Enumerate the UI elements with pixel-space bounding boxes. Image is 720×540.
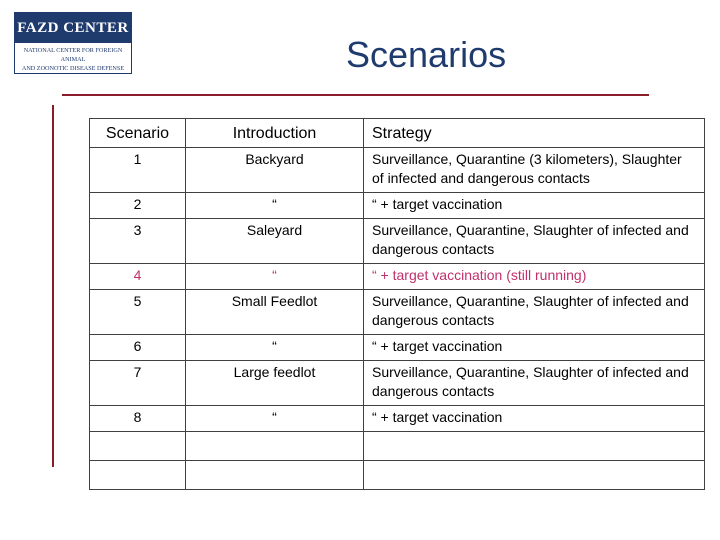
cell-introduction: Large feedlot: [186, 361, 364, 406]
cell-strategy: “ + target vaccination: [364, 406, 705, 432]
empty-cell: [90, 432, 186, 461]
cell-introduction: “: [186, 264, 364, 290]
header-strategy: Strategy: [364, 119, 705, 148]
cell-strategy: Surveillance, Quarantine, Slaughter of infected and dangerous contacts: [364, 361, 705, 406]
cell-scenario: 8: [90, 406, 186, 432]
cell-strategy: Surveillance, Quarantine, Slaughter of infected and dangerous contacts: [364, 290, 705, 335]
fazd-logo: [14, 12, 132, 74]
empty-row: [90, 461, 705, 490]
cell-strategy: Surveillance, Quarantine, Slaughter of infected and dangerous contacts: [364, 219, 705, 264]
cell-introduction: Backyard: [186, 148, 364, 193]
empty-cell: [186, 461, 364, 490]
table-row: [90, 406, 705, 432]
page-title: Scenarios: [346, 34, 507, 75]
table-row-highlighted: [90, 264, 705, 290]
table-row: [90, 193, 705, 219]
cell-scenario: 5: [90, 290, 186, 335]
table-row: [90, 361, 705, 406]
cell-introduction: “: [186, 193, 364, 219]
cell-strategy: “ + target vaccination: [364, 335, 705, 361]
logo-subtitle-line2: AND ZOONOTIC DISEASE DEFENSE: [21, 65, 125, 72]
cell-introduction: “: [186, 335, 364, 361]
cell-strategy: “ + target vaccination (still running): [364, 264, 705, 290]
empty-cell: [364, 432, 705, 461]
cell-strategy: “ + target vaccination: [364, 193, 705, 219]
table-row: [90, 335, 705, 361]
logo-subtitle: [15, 43, 131, 73]
table-row: [90, 148, 705, 193]
logo-name: FAZD CENTER: [15, 13, 131, 43]
empty-cell: [186, 432, 364, 461]
horizontal-rule: [62, 94, 649, 96]
header-introduction: Introduction: [186, 119, 364, 148]
table-row: [90, 219, 705, 264]
empty-row: [90, 432, 705, 461]
empty-cell: [90, 461, 186, 490]
cell-introduction: “: [186, 406, 364, 432]
cell-strategy: Surveillance, Quarantine (3 kilometers), Slaughter of infected and dangerous contacts: [364, 148, 705, 193]
cell-scenario: 3: [90, 219, 186, 264]
cell-introduction: Saleyard: [186, 219, 364, 264]
cell-introduction: Small Feedlot: [186, 290, 364, 335]
cell-scenario: 6: [90, 335, 186, 361]
table-row: [90, 290, 705, 335]
header-scenario: Scenario: [90, 119, 186, 148]
cell-scenario: 2: [90, 193, 186, 219]
logo-subtitle-line1: NATIONAL CENTER FOR FOREIGN ANIMAL: [23, 47, 123, 63]
cell-scenario: 7: [90, 361, 186, 406]
empty-cell: [364, 461, 705, 490]
vertical-rule: [52, 105, 54, 467]
table-header-row: [90, 119, 705, 148]
cell-scenario: 4: [90, 264, 186, 290]
cell-scenario: 1: [90, 148, 186, 193]
scenarios-table: [89, 118, 705, 490]
